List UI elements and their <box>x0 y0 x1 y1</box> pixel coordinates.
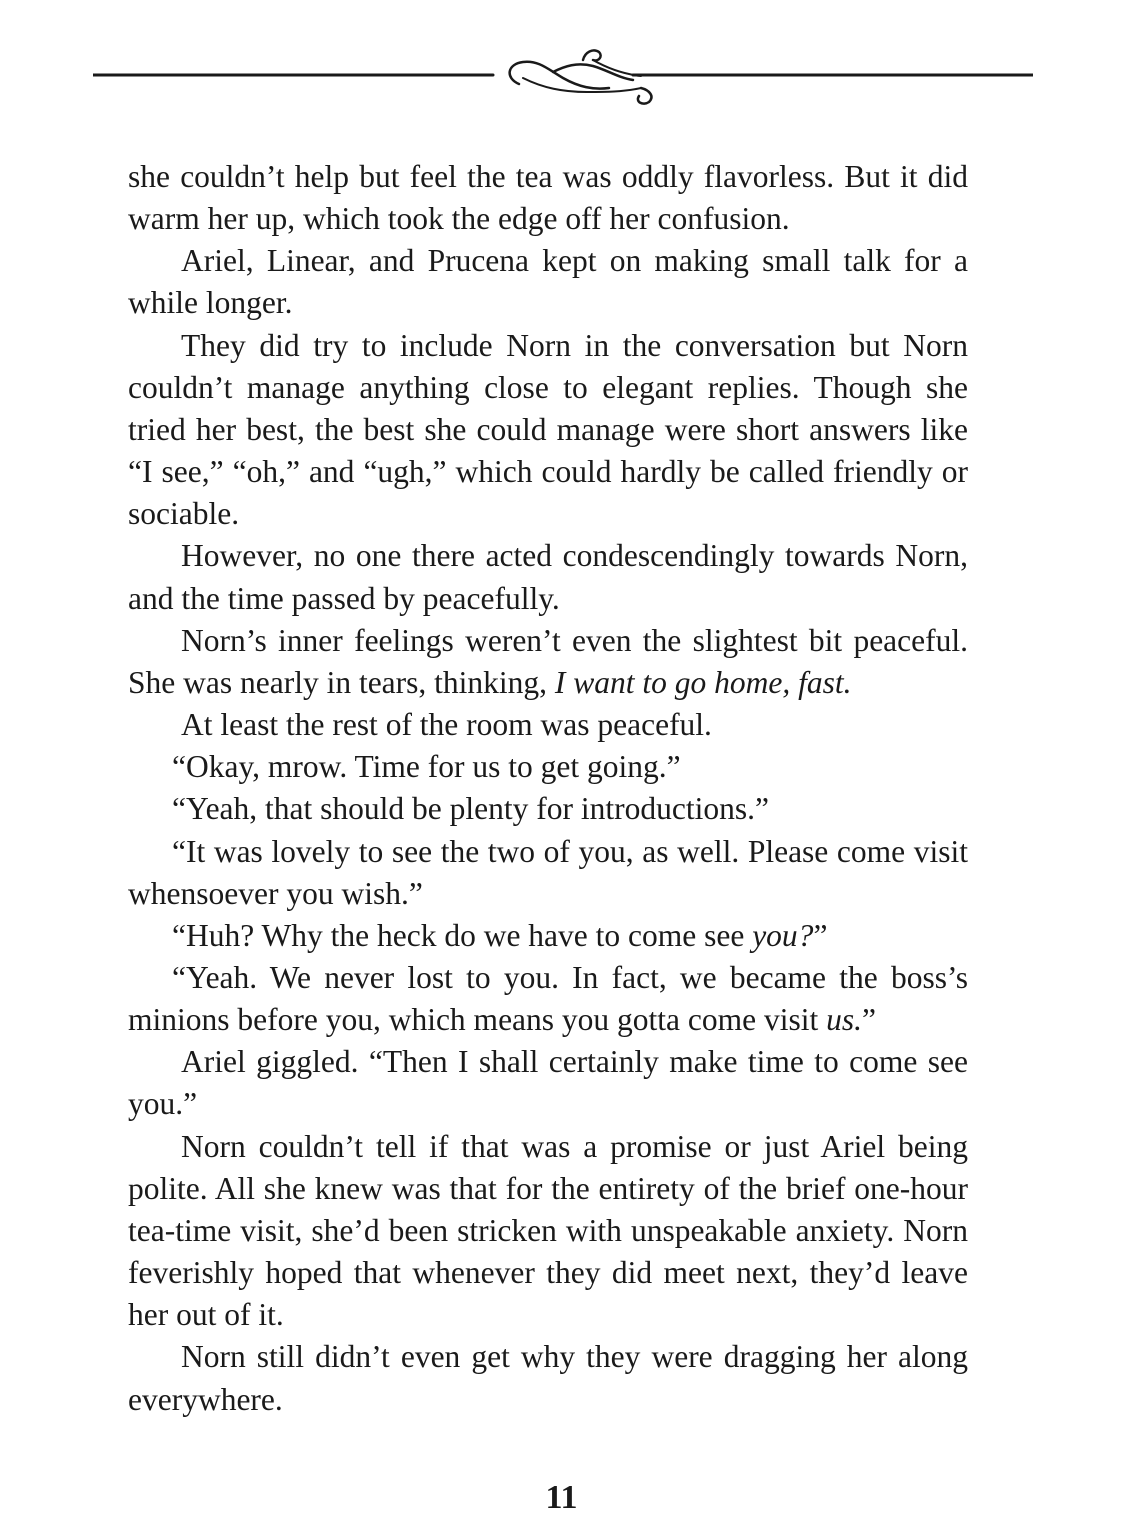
paragraph-text: ” <box>813 917 828 953</box>
paragraph-text: Norn couldn’t tell if that was a promise or just Ariel being polite. All she knew was that for the entirety of the brief one-hour tea-time visit, she’d been stricken with unspeakable anxiety. Norn feverishly hoped that whenever they did meet next, they’d leave her out of it. <box>128 1128 968 1333</box>
paragraph-text: “Yeah, that should be plenty for introductions.” <box>172 791 769 827</box>
paragraph <box>128 1041 968 1125</box>
paragraph-text: However, no one there acted condescendingly towards Norn, and the time passed by peacefully. <box>128 538 968 616</box>
paragraph-text: Norn’s inner feelings weren’t even the slightest bit peaceful. She was nearly in tears, thinking, <box>128 622 968 700</box>
dialogue-line <box>128 746 968 788</box>
paragraph <box>128 1336 968 1420</box>
paragraph-text: Ariel giggled. “Then I shall certainly make time to come see you.” <box>128 1044 968 1122</box>
paragraph <box>128 1126 968 1337</box>
italic-emphasis: you? <box>752 917 814 953</box>
italic-thought: I want to go home, fast. <box>554 664 852 700</box>
paragraph-text: she couldn’t help but feel the tea was oddly flavorless. But it did warm her up, which took the edge off her confusion. <box>128 159 968 237</box>
italic-emphasis: us. <box>826 1002 863 1038</box>
paragraph <box>128 704 968 746</box>
paragraph-text: “Okay, mrow. Time for us to get going.” <box>172 749 681 785</box>
paragraph-text: “Huh? Why the heck do we have to come see <box>172 917 753 953</box>
paragraph <box>128 325 968 536</box>
paragraph-text: They did try to include Norn in the conversation but Norn couldn’t manage anything close to elegant replies. Though she tried her best, the best she could manage were short answers like “I see,” “oh,” and “ugh,” which could hardly be called friendly or sociable. <box>128 327 968 532</box>
paragraph-text: “It was lovely to see the two of you, as well. Please come visit whensoever you wish.” <box>128 833 968 911</box>
paragraph-text: “Yeah. We never lost to you. In fact, we became the boss’s minions before you, which means you gotta come visit <box>128 959 968 1038</box>
dialogue-line <box>128 788 968 830</box>
dialogue-line <box>128 831 968 915</box>
paragraph-text: Norn still didn’t even get why they were dragging her along everywhere. <box>128 1339 968 1417</box>
paragraph <box>128 620 968 704</box>
paragraph <box>128 156 968 240</box>
flourish-divider-icon <box>93 48 1033 108</box>
paragraph <box>128 240 968 324</box>
paragraph-text: Ariel, Linear, and Prucena kept on making small talk for a while longer. <box>128 243 968 321</box>
dialogue-line <box>128 957 968 1041</box>
paragraph-text: ” <box>862 1002 876 1038</box>
page-number: 11 <box>545 1479 578 1516</box>
paragraph <box>128 535 968 619</box>
dialogue-line <box>128 915 968 957</box>
body-text <box>128 156 968 1421</box>
paragraph-text: At least the rest of the room was peaceful. <box>181 707 712 743</box>
